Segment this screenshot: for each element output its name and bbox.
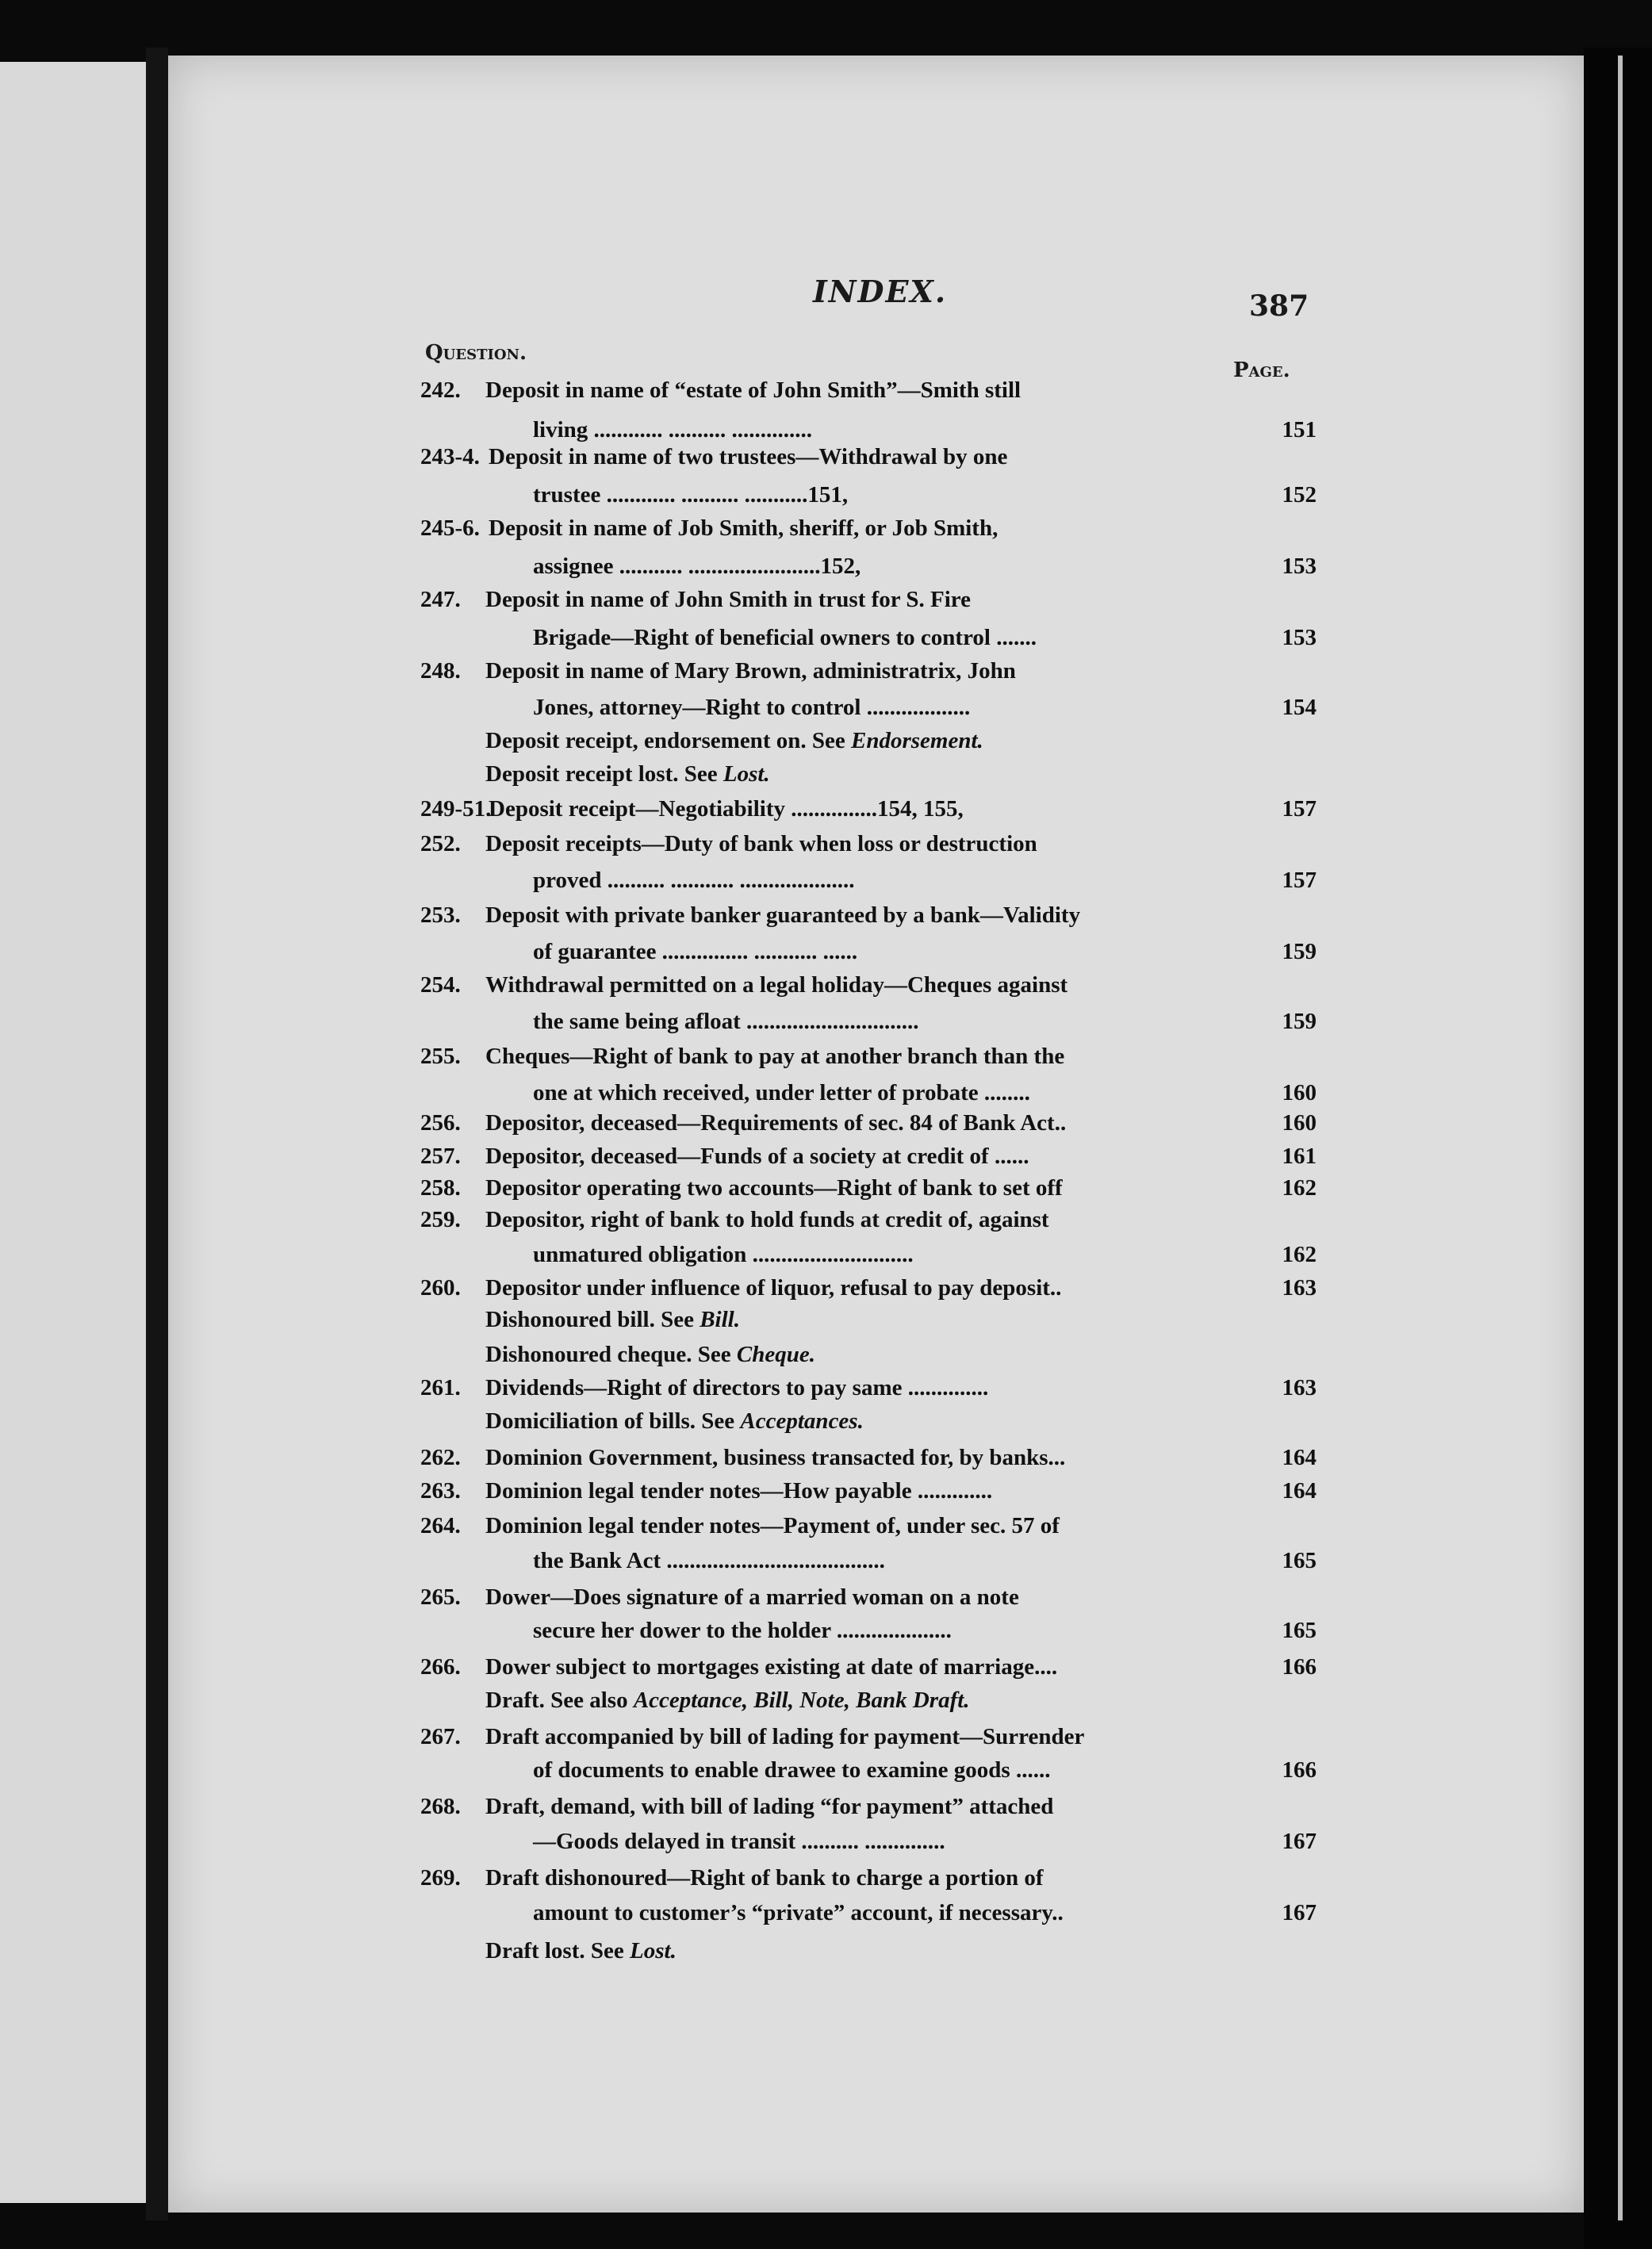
- entry-text: trustee ............ .......... ...........151,: [533, 482, 849, 508]
- index-line: [420, 1006, 1317, 1037]
- index-line: [420, 1826, 1317, 1857]
- index-line: [420, 969, 1317, 1001]
- entry-text: Jones, attorney—Right to control ..................: [533, 695, 971, 720]
- page-reference: 165: [1282, 1618, 1317, 1643]
- page-number: 387: [1249, 289, 1309, 323]
- question-number: 257.: [420, 1144, 461, 1169]
- entry-text: Dominion legal tender notes—How payable .............: [485, 1478, 993, 1504]
- entry-text: Withdrawal permitted on a legal holiday—Cheques against: [485, 972, 1068, 998]
- index-line: [420, 692, 1317, 723]
- entry-text: Deposit in name of Job Smith, sheriff, or Job Smith,: [489, 515, 998, 541]
- question-number: 263.: [420, 1478, 461, 1504]
- index-line: [420, 758, 1317, 790]
- entry-text: Depositor, right of bank to hold funds at credit of, against: [485, 1207, 1049, 1232]
- page-reference: 163: [1282, 1375, 1317, 1400]
- page-reference: 166: [1282, 1757, 1317, 1783]
- entry-text: Draft dishonoured—Right of bank to charge a portion of: [485, 1865, 1044, 1891]
- entry-text: Depositor, deceased—Funds of a society at credit of ......: [485, 1144, 1029, 1169]
- index-line: [420, 479, 1317, 511]
- index-line: [420, 1545, 1317, 1577]
- index-line: [420, 441, 1317, 473]
- question-number: 266.: [420, 1654, 461, 1680]
- entry-text: amount to customer’s “private” account, if necessary..: [533, 1900, 1064, 1925]
- entry-text: unmatured obligation ............................: [533, 1242, 914, 1267]
- question-number: 247.: [420, 587, 461, 612]
- page-reference: 160: [1282, 1080, 1317, 1105]
- page-reference: 154: [1282, 695, 1317, 720]
- entry-text: —Goods delayed in transit .......... ..............: [533, 1829, 945, 1854]
- index-line: [420, 1651, 1317, 1683]
- index-line: [420, 1304, 1317, 1335]
- question-number: 265.: [420, 1584, 461, 1610]
- entry-text: Dower subject to mortgages existing at date of marriage....: [485, 1654, 1058, 1680]
- question-number: 249-51.: [420, 796, 492, 822]
- index-line: [420, 1077, 1317, 1109]
- page-reference: 151: [1282, 417, 1317, 443]
- page-reference: 167: [1282, 1900, 1317, 1925]
- question-number: 256.: [420, 1110, 461, 1136]
- page-reference: 157: [1282, 796, 1317, 822]
- entry-text: Draft lost. See Lost.: [485, 1938, 677, 1964]
- question-number: 260.: [420, 1275, 461, 1301]
- entry-text: Dishonoured bill. See Bill.: [485, 1307, 740, 1332]
- page-reference: 162: [1282, 1242, 1317, 1267]
- page-reference: 159: [1282, 1009, 1317, 1034]
- index-line: [420, 1339, 1317, 1370]
- entry-text: Depositor under influence of liquor, refusal to pay deposit..: [485, 1275, 1062, 1301]
- page-reference: 164: [1282, 1445, 1317, 1470]
- index-line: [420, 655, 1317, 687]
- page-reference: 152: [1282, 482, 1317, 508]
- index-line: [420, 1935, 1317, 1967]
- page-reference: 153: [1282, 554, 1317, 579]
- question-number: 245-6.: [420, 515, 480, 541]
- question-number: 269.: [420, 1865, 461, 1891]
- index-line: [420, 1510, 1317, 1542]
- entry-text: Cheques—Right of bank to pay at another branch than the: [485, 1044, 1065, 1069]
- index-line: [420, 828, 1317, 860]
- entry-text: Deposit in name of “estate of John Smith”—Smith still: [485, 377, 1021, 403]
- running-head: INDEX.: [813, 274, 948, 309]
- entry-text: Draft. See also Acceptance, Bill, Note, Bank Draft.: [485, 1688, 970, 1713]
- entry-text: Draft accompanied by bill of lading for payment—Surrender: [485, 1724, 1085, 1749]
- index-line: [420, 1684, 1317, 1716]
- page-reference: 164: [1282, 1478, 1317, 1504]
- question-number: 243-4.: [420, 444, 480, 469]
- index-line: [420, 1581, 1317, 1613]
- index-line: [420, 899, 1317, 931]
- entry-text: Deposit receipt lost. See Lost.: [485, 761, 770, 787]
- entry-text: assignee ........... .......................152,: [533, 554, 861, 579]
- entry-text: Brigade—Right of beneficial owners to control .......: [533, 625, 1037, 650]
- index-line: [420, 1272, 1317, 1304]
- index-line: [420, 584, 1317, 615]
- index-line: [420, 1897, 1317, 1929]
- entry-text: secure her dower to the holder ....................: [533, 1618, 952, 1643]
- page-reference: 157: [1282, 868, 1317, 893]
- index-line: [420, 1405, 1317, 1437]
- question-number: 253.: [420, 902, 461, 928]
- index-line: [420, 1204, 1317, 1236]
- question-number: 255.: [420, 1044, 461, 1069]
- entry-text: Depositor, deceased—Requirements of sec. 84 of Bank Act..: [485, 1110, 1067, 1136]
- entry-text: Deposit in name of John Smith in trust for S. Fire: [485, 587, 971, 612]
- column-header-question: Question.: [425, 341, 527, 365]
- index-line: [420, 1172, 1317, 1204]
- question-number: 258.: [420, 1175, 461, 1201]
- index-line: [420, 622, 1317, 653]
- entry-text: Dominion Government, business transacted for, by banks...: [485, 1445, 1066, 1470]
- question-number: 261.: [420, 1375, 461, 1400]
- entry-text: Dominion legal tender notes—Payment of, under sec. 57 of: [485, 1513, 1060, 1538]
- question-number: 242.: [420, 377, 461, 403]
- index-line: [420, 374, 1317, 406]
- index-line: [420, 725, 1317, 757]
- entry-text: Draft, demand, with bill of lading “for payment” attached: [485, 1794, 1054, 1819]
- index-line: [420, 1791, 1317, 1822]
- entry-text: Depositor operating two accounts—Right of bank to set off: [485, 1175, 1063, 1201]
- entry-text: Deposit receipt—Negotiability ...............154, 155,: [489, 796, 964, 822]
- question-number: 259.: [420, 1207, 461, 1232]
- index-line: [420, 1442, 1317, 1473]
- question-number: 264.: [420, 1513, 461, 1538]
- page-reference: 166: [1282, 1654, 1317, 1680]
- index-line: [420, 1475, 1317, 1507]
- index-line: [420, 936, 1317, 967]
- entry-text: one at which received, under letter of probate ........: [533, 1080, 1030, 1105]
- index-line: [420, 550, 1317, 582]
- entry-text: the same being afloat ..............................: [533, 1009, 919, 1034]
- index-line: [420, 793, 1317, 825]
- page-reference: 162: [1282, 1175, 1317, 1201]
- entry-text: of guarantee ............... ........... ......: [533, 939, 858, 964]
- entry-text: Domiciliation of bills. See Acceptances.: [485, 1408, 864, 1434]
- index-line: [420, 1615, 1317, 1646]
- page-reference: 160: [1282, 1110, 1317, 1136]
- index-line: [420, 512, 1317, 544]
- index-line: [420, 1862, 1317, 1894]
- entry-text: Dower—Does signature of a married woman on a note: [485, 1584, 1019, 1610]
- page-reference: 163: [1282, 1275, 1317, 1301]
- question-number: 267.: [420, 1724, 461, 1749]
- page-reference: 159: [1282, 939, 1317, 964]
- index-line: [420, 1040, 1317, 1072]
- entry-text: Deposit receipt, endorsement on. See Endorsement.: [485, 728, 983, 753]
- index-line: [420, 1140, 1317, 1172]
- index-line: [420, 1239, 1317, 1270]
- entry-text: the Bank Act ......................................: [533, 1548, 885, 1573]
- entry-text: Deposit in name of two trustees—Withdrawal by one: [489, 444, 1008, 469]
- page-reference: 161: [1282, 1144, 1317, 1169]
- entry-text: of documents to enable drawee to examine goods ......: [533, 1757, 1051, 1783]
- question-number: 254.: [420, 972, 461, 998]
- page-reference: 153: [1282, 625, 1317, 650]
- entry-text: Dividends—Right of directors to pay same ..............: [485, 1375, 989, 1400]
- column-header-page: Page.: [1233, 358, 1290, 382]
- entry-text: Deposit with private banker guaranteed by a bank—Validity: [485, 902, 1081, 928]
- entry-text: Deposit in name of Mary Brown, administratrix, John: [485, 658, 1016, 684]
- entry-text: Dishonoured cheque. See Cheque.: [485, 1342, 815, 1367]
- question-number: 252.: [420, 831, 461, 856]
- entry-text: proved .......... ........... ....................: [533, 868, 855, 893]
- question-number: 268.: [420, 1794, 461, 1819]
- entry-text: Deposit receipts—Duty of bank when loss or destruction: [485, 831, 1037, 856]
- index-line: [420, 1754, 1317, 1786]
- entry-text: living ............ .......... ..............: [533, 417, 813, 443]
- index-line: [420, 1107, 1317, 1139]
- page-reference: 165: [1282, 1548, 1317, 1573]
- index-line: [420, 1372, 1317, 1404]
- question-number: 248.: [420, 658, 461, 684]
- index-line: [420, 864, 1317, 896]
- index-line: [420, 1721, 1317, 1753]
- question-number: 262.: [420, 1445, 461, 1470]
- page-reference: 167: [1282, 1829, 1317, 1854]
